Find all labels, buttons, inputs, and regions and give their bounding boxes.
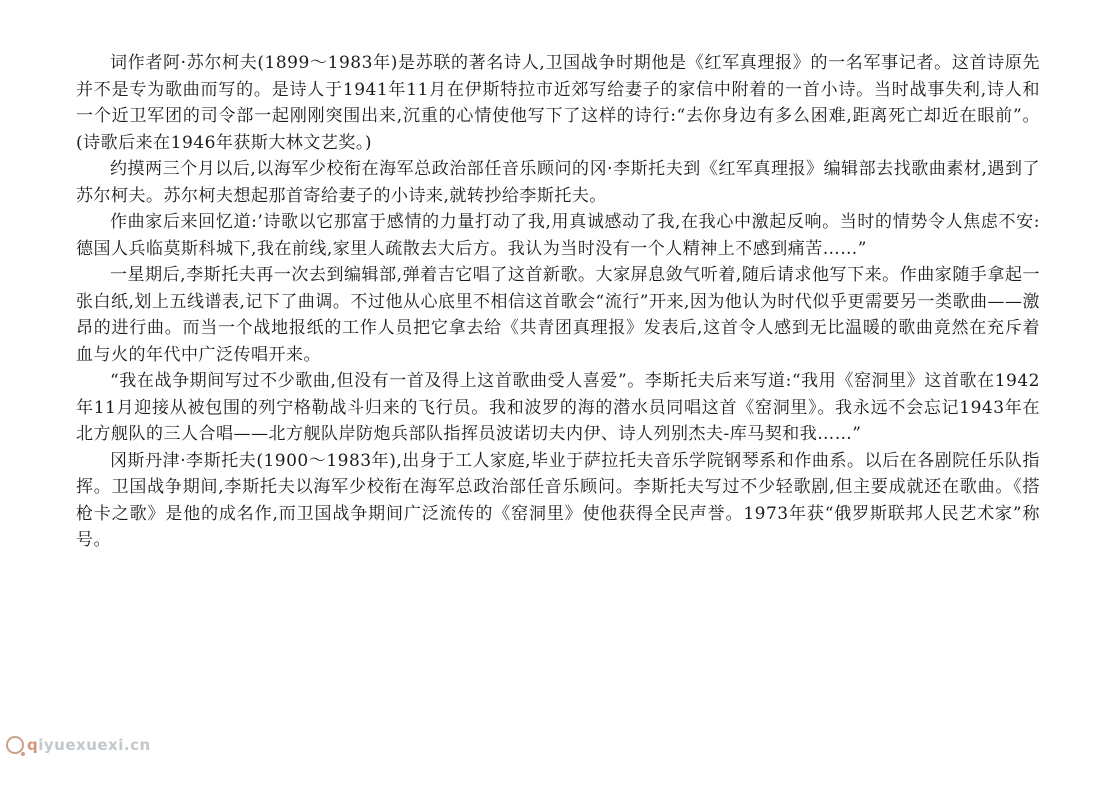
paragraph-lyricist-intro: 词作者阿·苏尔柯夫(1899～1983年)是苏联的著名诗人,卫国战争时期他是《红军真理报》的一名军事记者。这首诗原先并不是专为歌曲而写的。是诗人于1941年11月在伊斯特拉市近郊写给妻子的家信中附着的一首小诗。当时战事失利,诗人和一个近卫军团的司令部一起刚刚突围出来,沉重的心情使他写下了这样的诗行:“去你身边有多么困难,距离死亡却近在眼前”。(诗歌后来在1946年获斯大林文艺奖。)	[76, 53, 1040, 153]
magnifier-logo-icon	[6, 736, 24, 754]
watermark-first-letter: q	[27, 736, 39, 754]
watermark-domain: iyuexuexi.cn	[38, 736, 151, 754]
paragraph-song-writing: 一星期后,李斯托夫再一次去到编辑部,弹着吉它唱了这首新歌。大家屏息敛气听着,随后请求他写下来。作曲家随手拿起一张白纸,划上五线谱表,记下了曲调。不过他从心底里不相信这首歌会“流行”开来,因为他认为时代似乎更需要另一类歌曲——激昂的进行曲。而当一个战地报纸的工作人员把它拿去给《共青团真理报》发表后,这首令人感到无比温暖的歌曲竟然在充斥着血与火的年代中广泛传唱开来。	[76, 265, 1040, 365]
paragraph-meeting: 约摸两三个月以后,以海军少校衔在海军总政治部任音乐顾问的冈·李斯托夫到《红军真理报》编辑部去找歌曲素材,遇到了苏尔柯夫。苏尔柯夫想起那首寄给妻子的小诗来,就转抄给李斯托夫。	[76, 159, 1040, 206]
paragraph-composer-recollection: 作曲家后来回忆道:’诗歌以它那富于感情的力量打动了我,用真诚感动了我,在我心中激起反响。当时的情势令人焦虑不安:德国人兵临莫斯科城下,我在前线,家里人疏散去大后方。我认为当时没有一个人精神上不感到痛苦……”	[76, 212, 1040, 259]
paragraph-composer-bio: 冈斯丹津·李斯托夫(1900～1983年),出身于工人家庭,毕业于萨拉托夫音乐学院钢琴系和作曲系。以后在各剧院任乐队指挥。卫国战争期间,李斯托夫以海军少校衔在海军总政治部任音乐顾问。李斯托夫写过不少轻歌剧,但主要成就还在歌曲。《搭枪卡之歌》是他的成名作,而卫国战争期间广泛流传的《窑洞里》使他获得全民声誉。1973年获“俄罗斯联邦人民艺术家”称号。	[76, 450, 1040, 550]
paragraph-song-popularity: “我在战争期间写过不少歌曲,但没有一首及得上这首歌曲受人喜爱”。李斯托夫后来写道:“我用《窑洞里》这首歌在1942年11月迎接从被包围的列宁格勒战斗归来的飞行员。我和波罗的海的潜水员同唱这首《窑洞里》。我永远不会忘记1943年在北方舰队的三人合唱——北方舰队岸防炮兵部队指挥员波诺切夫内伊、诗人列别杰夫-库马契和我……”	[76, 371, 1040, 444]
article-body	[76, 50, 1040, 554]
site-watermark	[6, 736, 151, 754]
